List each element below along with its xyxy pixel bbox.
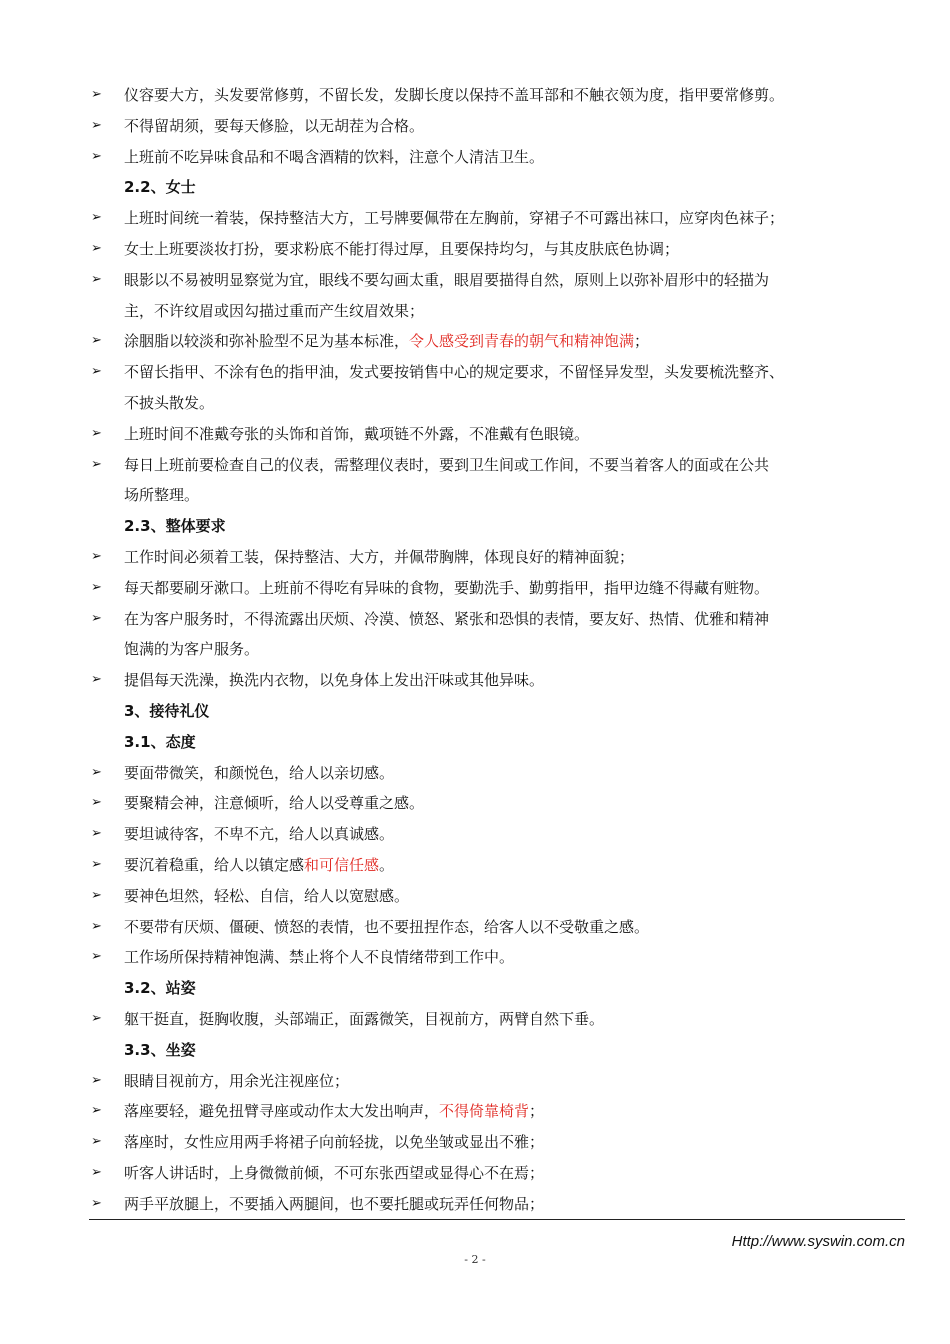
line-text (124, 1035, 196, 1066)
footer-divider (89, 1219, 905, 1220)
text-segment: 每日上班前要检查自己的仪表，需整理仪表时，要到卫生间或工作间，不要当着客人的面或在公共 (124, 455, 770, 474)
text-segment: 工作场所保持精神饱满、禁止将个人不良情绪带到工作中。 (124, 948, 515, 967)
list-item (0, 265, 950, 296)
text-segment: 每天都要刷牙漱口。上班前不得吃有异味的食物，要勤洗手、勤剪指甲，指甲边缝不得藏有赃物。 (124, 578, 770, 597)
line-text (124, 80, 784, 111)
text-segment: 落座要轻，避免扭臂寻座或动作太大发出响声， (124, 1102, 440, 1121)
line-text (124, 326, 649, 357)
list-item-continuation (0, 388, 950, 419)
text-segment: 场所整理。 (124, 486, 200, 505)
line-text (124, 142, 544, 173)
list-item (0, 604, 950, 635)
line-text (124, 1066, 349, 1097)
text-segment: 3.2、站姿 (124, 979, 196, 998)
text-segment: 要坦诚待客，不卑不亢，给人以真诚感。 (124, 825, 395, 844)
text-segment: 不留长指甲、不涂有色的指甲油，发式要按销售中心的规定要求，不留怪异发型，头发要梳洗整齐、 (124, 363, 785, 382)
list-item (0, 357, 950, 388)
line-text (124, 234, 679, 265)
list-item (0, 819, 950, 850)
line-text (124, 942, 514, 973)
text-segment: 躯干挺直，挺胸收腹，头部端正，面露微笑，目视前方，两臂自然下垂。 (124, 1009, 605, 1028)
bullet-arrow-icon: ➢ (91, 240, 102, 256)
line-text (124, 388, 214, 419)
text-segment-end: ； (529, 1102, 545, 1121)
list-item (0, 111, 950, 142)
line-text (124, 850, 394, 881)
bullet-arrow-icon: ➢ (91, 918, 102, 934)
bullet-arrow-icon: ➢ (91, 1072, 102, 1088)
section-heading (0, 696, 950, 727)
bullet-arrow-icon: ➢ (91, 1010, 102, 1026)
text-segment: 3、接待礼仪 (124, 701, 210, 720)
bullet-arrow-icon: ➢ (91, 1164, 102, 1180)
footer-url[interactable]: Http://www.syswin.com.cn (731, 1233, 905, 1250)
bullet-arrow-icon: ➢ (91, 456, 102, 472)
bullet-arrow-icon: ➢ (91, 87, 102, 102)
section-heading (0, 973, 950, 1004)
bullet-arrow-icon: ➢ (91, 826, 102, 842)
line-text (124, 819, 394, 850)
text-segment: 眼影以不易被明显察觉为宜，眼线不要勾画太重，眼眉要描得自然，原则上以弥补眉形中的轻描为 (124, 270, 770, 289)
line-text (124, 758, 394, 789)
bullet-arrow-icon: ➢ (91, 333, 102, 349)
list-item (0, 912, 950, 943)
line-text (124, 542, 634, 573)
list-item (0, 326, 950, 357)
bullet-arrow-icon: ➢ (91, 610, 102, 626)
line-text (124, 265, 769, 296)
line-text (124, 1189, 544, 1220)
bullet-arrow-icon: ➢ (91, 271, 102, 287)
list-item (0, 1096, 950, 1127)
list-item (0, 419, 950, 450)
text-segment: 上班时间不准戴夸张的头饰和首饰，戴项链不外露，不准戴有色眼镜。 (124, 424, 590, 443)
bullet-arrow-icon: ➢ (91, 887, 102, 903)
bullet-arrow-icon: ➢ (91, 1103, 102, 1119)
list-item (0, 80, 950, 111)
text-segment: 2.2、女士 (124, 178, 196, 197)
line-text (124, 203, 784, 234)
text-segment: 上班时间统一着装，保持整洁大方，工号牌要佩带在左胸前，穿裙子不可露出袜口，应穿肉色袜子； (124, 209, 785, 228)
bullet-arrow-icon: ➢ (91, 1134, 102, 1150)
highlighted-text: 不得倚靠椅背 (439, 1102, 530, 1121)
text-segment: 在为客户服务时，不得流露出厌烦、冷漠、愤怒、紧张和恐惧的表情，要友好、热情、优雅和精神 (124, 609, 770, 628)
list-item (0, 542, 950, 573)
line-text (124, 296, 424, 327)
line-text (124, 419, 589, 450)
line-text (124, 450, 769, 481)
list-item (0, 788, 950, 819)
section-heading (0, 1035, 950, 1066)
text-segment: 2.3、整体要求 (124, 517, 226, 536)
text-segment-end: 。 (379, 855, 395, 874)
bullet-arrow-icon: ➢ (91, 949, 102, 965)
highlighted-text: 令人感受到青春的朝气和精神饱满 (409, 332, 635, 351)
list-item (0, 1004, 950, 1035)
text-segment: 不得留胡须，要每天修脸，以无胡茬为合格。 (124, 116, 425, 135)
line-text (124, 665, 544, 696)
document-body (0, 80, 950, 1219)
highlighted-text: 和可信任感 (304, 855, 380, 874)
list-item (0, 665, 950, 696)
line-text (124, 1158, 544, 1189)
list-item (0, 1127, 950, 1158)
bullet-arrow-icon: ➢ (91, 795, 102, 811)
line-text (124, 172, 196, 203)
bullet-arrow-icon: ➢ (91, 764, 102, 780)
bullet-arrow-icon: ➢ (91, 548, 102, 564)
line-text (124, 604, 769, 635)
list-item (0, 573, 950, 604)
list-item-continuation (0, 480, 950, 511)
list-item (0, 450, 950, 481)
line-text (124, 634, 259, 665)
line-text (124, 696, 209, 727)
list-item (0, 203, 950, 234)
list-item (0, 142, 950, 173)
line-text (124, 511, 226, 542)
text-segment: 3.3、坐姿 (124, 1040, 196, 1059)
line-text (124, 111, 424, 142)
list-item (0, 881, 950, 912)
text-segment: 不披头散发。 (124, 393, 215, 412)
line-text (124, 1127, 544, 1158)
bullet-arrow-icon: ➢ (91, 425, 102, 441)
line-text (124, 1004, 604, 1035)
text-segment: 要神色坦然，轻松、自信，给人以宽慰感。 (124, 886, 410, 905)
bullet-arrow-icon: ➢ (91, 364, 102, 380)
list-item (0, 1158, 950, 1189)
line-text (124, 480, 199, 511)
list-item (0, 234, 950, 265)
list-item (0, 758, 950, 789)
section-heading (0, 727, 950, 758)
bullet-arrow-icon: ➢ (91, 210, 102, 226)
text-segment: 眼睛目视前方，用余光注视座位； (124, 1071, 350, 1090)
text-segment: 听客人讲话时，上身微微前倾，不可东张西望或显得心不在焉； (124, 1163, 545, 1182)
text-segment: 主，不许纹眉或因勾描过重而产生纹眉效果； (124, 301, 425, 320)
text-segment: 上班前不吃异味食品和不喝含酒精的饮料，注意个人清洁卫生。 (124, 147, 545, 166)
bullet-arrow-icon: ➢ (91, 856, 102, 872)
list-item-continuation (0, 296, 950, 327)
section-heading (0, 511, 950, 542)
text-segment: 要面带微笑，和颜悦色，给人以亲切感。 (124, 763, 395, 782)
text-segment: 饱满的为客户服务。 (124, 640, 260, 659)
line-text (124, 912, 649, 943)
text-segment: 仪容要大方，头发要常修剪，不留长发，发脚长度以保持不盖耳部和不触衣领为度，指甲要常修剪。 (124, 86, 785, 104)
line-text (124, 881, 409, 912)
text-segment: 涂胭脂以较淡和弥补脸型不足为基本标准， (124, 332, 410, 351)
bullet-arrow-icon: ➢ (91, 1195, 102, 1211)
text-segment: 工作时间必须着工装，保持整洁、大方，并佩带胸牌，体现良好的精神面貌； (124, 547, 635, 566)
line-text (124, 788, 424, 819)
text-segment: 要沉着稳重，给人以镇定感 (124, 855, 305, 874)
text-segment: 不要带有厌烦、僵硬、愤怒的表情，也不要扭捏作态，给客人以不受敬重之感。 (124, 917, 650, 936)
text-segment: 3.1、态度 (124, 732, 196, 751)
text-segment: 落座时，女性应用两手将裙子向前轻拢，以免坐皱或显出不雅； (124, 1133, 545, 1152)
bullet-arrow-icon: ➢ (91, 672, 102, 688)
list-item (0, 1189, 950, 1220)
line-text (124, 357, 784, 388)
section-heading (0, 172, 950, 203)
text-segment: 提倡每天洗澡，换洗内衣物，以免身体上发出汗味或其他异味。 (124, 671, 545, 690)
list-item-continuation (0, 634, 950, 665)
text-segment: 要聚精会神，注意倾听，给人以受尊重之感。 (124, 794, 425, 813)
line-text (124, 727, 196, 758)
bullet-arrow-icon: ➢ (91, 117, 102, 133)
list-item (0, 850, 950, 881)
line-text (124, 973, 196, 1004)
list-item (0, 942, 950, 973)
page-number: - 2 - (464, 1253, 486, 1266)
text-segment: 女士上班要淡妆打扮，要求粉底不能打得过厚，且要保持均匀，与其皮肤底色协调； (124, 239, 680, 258)
text-segment-end: ； (634, 332, 650, 351)
bullet-arrow-icon: ➢ (91, 148, 102, 164)
text-segment: 两手平放腿上，不要插入两腿间，也不要托腿或玩弄任何物品； (124, 1194, 545, 1213)
bullet-arrow-icon: ➢ (91, 579, 102, 595)
list-item (0, 1066, 950, 1097)
line-text (124, 573, 769, 604)
line-text (124, 1096, 544, 1127)
